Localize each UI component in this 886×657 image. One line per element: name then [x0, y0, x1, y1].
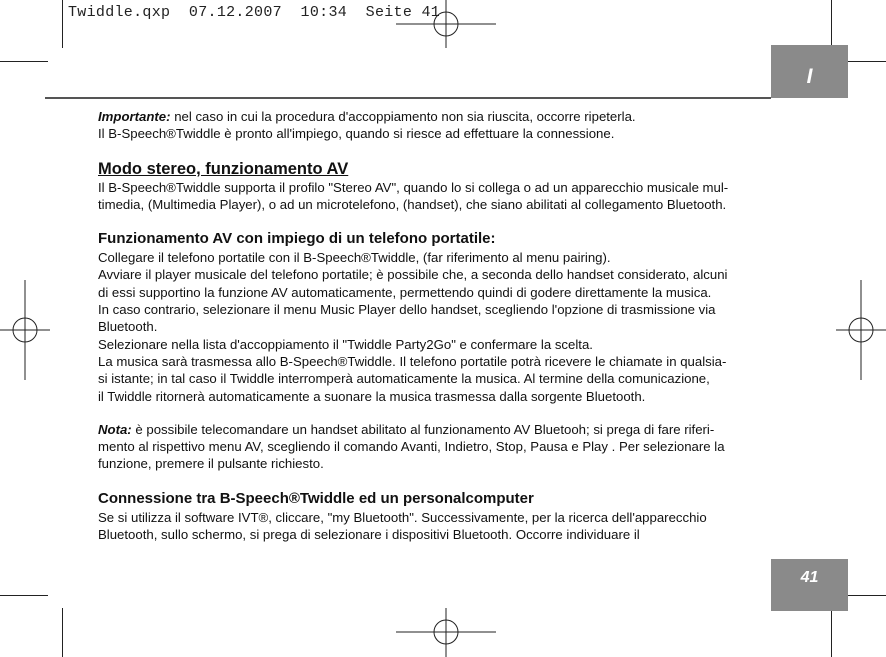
note-line-2: mento al rispettivo menu AV, scegliendo il comando Avanti, Indietro, Stop, Pausa e Play . Per selezionare la — [98, 439, 725, 455]
important-text: nel caso in cui la procedura d'accoppiamento non sia riuscita, occorre ripeterla. — [170, 109, 636, 124]
note-text-1: è possibile telecomandare un handset abilitato al funzionamento AV Bluetooh; si prega di fare riferi- — [131, 421, 715, 437]
registration-mark-bottom-icon — [396, 608, 496, 657]
phone-line: La musica sarà trasmessa allo B-Speech®Twiddle. Il telefono portatile potrà ricevere le chiamate in qualsia- — [98, 353, 727, 369]
crop-mark-bottom-left-h — [0, 595, 48, 596]
crop-mark-top-right-v — [831, 0, 832, 48]
registration-mark-right-icon — [836, 280, 886, 380]
registration-mark-left-icon — [0, 280, 50, 380]
pc-line-1: Se si utilizza il software IVT®, cliccare, "my Bluetooth". Successivamente, per la ricerca dell'apparecchio — [98, 509, 707, 525]
phone-line: Bluetooth. — [98, 319, 158, 335]
stereo-line-2: timedia, (Multimedia Player), o ad un microtelefono, (handset), che siano abilitati al collegamento Bluetooth. — [98, 196, 727, 212]
phone-line: si istante; in tal caso il Twiddle interromperà automaticamente la musica. Al termine della comunicazione, — [98, 371, 710, 387]
crop-mark-top-left-h — [0, 61, 48, 62]
ready-line: Il B-Speech®Twiddle è pronto all'impiego, quando si riesce ad effettuare la connessione. — [98, 126, 615, 142]
pc-heading: Connessione tra B-Speech®Twiddle ed un personalcomputer — [98, 489, 534, 507]
note-line-3: funzione, premere il pulsante richiesto. — [98, 456, 324, 472]
header-rule — [45, 97, 771, 99]
crop-mark-top-right-h — [842, 61, 886, 62]
page-number-tab: 41 — [771, 559, 848, 611]
crop-mark-top-left-v — [62, 0, 63, 48]
crop-mark-bottom-right-v — [831, 608, 832, 657]
stereo-line-1: Il B-Speech®Twiddle supporta il profilo "Stereo AV", quando lo si collega o ad un apparecchio musicale mul- — [98, 179, 729, 195]
phone-line: il Twiddle ritornerà automaticamente a suonare la musica trasmessa dalla sorgente Bluetooth. — [98, 388, 646, 404]
phone-line: In caso contrario, selezionare il menu Music Player dello handset, scegliendo l'opzione di trasmissione via — [98, 302, 716, 318]
crop-mark-bottom-left-v — [62, 608, 63, 657]
registration-mark-top-icon — [396, 0, 496, 50]
pc-line-2: Bluetooth, sullo schermo, si prega di selezionare i dispositivi Bluetooth. Occorre individuare il — [98, 527, 640, 543]
phone-line: Collegare il telefono portatile con il B-Speech®Twiddle, (far riferimento al menu pairing). — [98, 250, 611, 266]
phone-line: Avviare il player musicale del telefono portatile; è possibile che, a seconda dello handset considerato, alcuni — [98, 267, 728, 283]
important-label: Importante: — [98, 109, 171, 124]
phone-heading: Funzionamento AV con impiego di un telefono portatile: — [98, 230, 496, 248]
phone-line: Selezionare nella lista d'accoppiamento il "Twiddle Party2Go" e confermare la scelta. — [98, 336, 593, 352]
stereo-heading: Modo stereo, funzionamento AV — [98, 159, 349, 178]
page-content — [98, 108, 804, 543]
phone-line: di essi supportino la funzione AV automaticamente, permettendo quindi di godere direttamente la musica. — [98, 284, 712, 300]
print-slug: Twiddle.qxp 07.12.2007 10:34 Seite 41 — [68, 4, 441, 21]
important-paragraph — [98, 108, 804, 125]
language-tab: I — [771, 45, 848, 98]
crop-mark-bottom-right-h — [842, 595, 886, 596]
note-label: Nota: — [98, 421, 132, 437]
note-line-1 — [98, 421, 804, 438]
